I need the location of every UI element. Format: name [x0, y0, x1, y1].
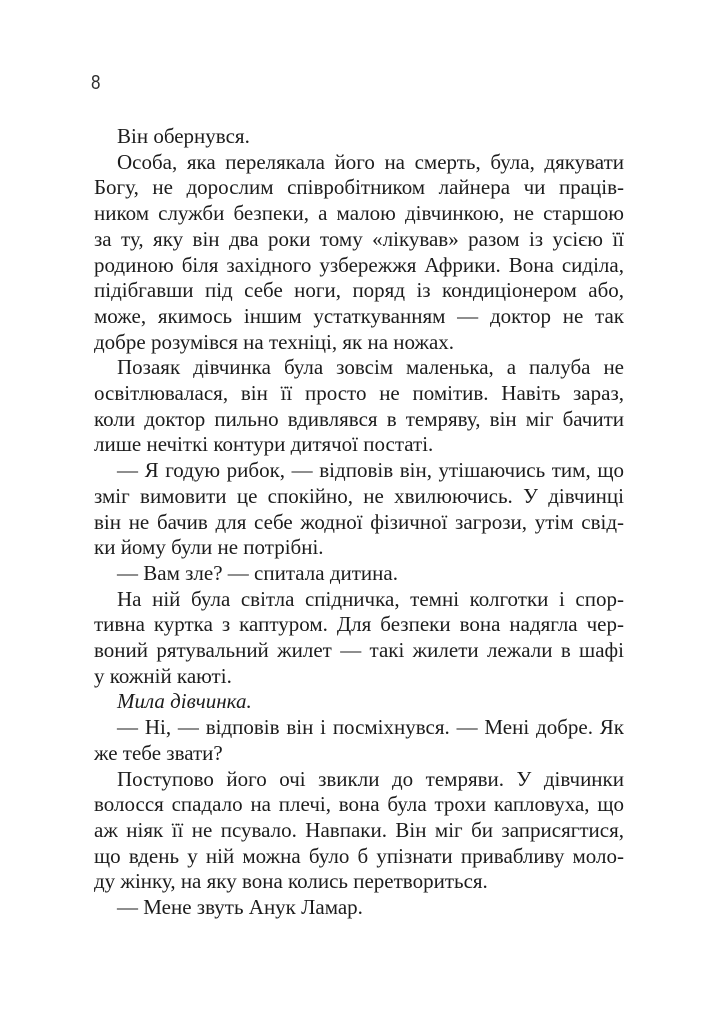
paragraph: [94, 150, 624, 356]
text-line: тивна куртка з каптуром. Для безпеки вона надягла чер-: [94, 612, 624, 637]
text-line: Мила дівчинка.: [117, 689, 252, 714]
page-number: 8: [91, 72, 101, 94]
paragraph: [94, 767, 624, 896]
text-line: освітлювалася, він її просто не помітив. Навіть зараз,: [94, 381, 624, 406]
text-line: ником служби безпеки, а малою дівчинкою, не старшою: [94, 201, 624, 226]
text-line: що вдень у ній можна було б упізнати привабливу моло-: [94, 843, 624, 868]
text-line: Позаяк дівчинка була зовсім маленька, а палуба не: [117, 355, 624, 380]
text-line: лише нечіткі контури дитячої постаті.: [94, 432, 434, 457]
text-line: за ту, яку він два роки тому «лікував» разом із усією її: [94, 226, 624, 251]
text-line: — Ні, — відповів він і посміхнувся. — Мені добре. Як: [117, 715, 624, 740]
text-line: ки йому були не потрібні.: [94, 535, 324, 560]
text-line: зміг вимовити це спокійно, не хвилюючись. У дівчинці: [94, 483, 624, 508]
text-line: Богу, не дорослим співробітником лайнера чи праців-: [94, 175, 624, 200]
text-line: він не бачив для себе жодної фізичної загрози, утім свід-: [94, 509, 624, 534]
text-line: може, якимось іншим устаткуванням — доктор не так: [94, 303, 624, 328]
text-line: воний рятувальний жилет — такі жилети лежали в шафі: [94, 638, 624, 663]
text-line: добре розумівся на техніці, як на ножах.: [94, 329, 455, 354]
text-line: — Мене звуть Анук Ламар.: [117, 895, 363, 920]
text-line: — Вам зле? — спитала дитина.: [117, 560, 398, 585]
paragraph: [94, 458, 624, 561]
text-line: ду жінку, на яку вона колись перетвориться.: [94, 869, 488, 894]
text-line: На ній була світла спідничка, темні колготки і спор-: [117, 586, 624, 611]
paragraph: [94, 895, 624, 921]
page-text-block: [94, 124, 624, 921]
text-line: Поступово його очі звикли до темряви. У дівчинки: [117, 766, 624, 791]
text-line: Він обернувся.: [117, 124, 250, 148]
paragraph: [94, 561, 624, 587]
text-line: родиною біля західного узбережжя Африки. Вона сиділа,: [94, 252, 624, 277]
paragraph: [94, 715, 624, 766]
text-line: волосся спадало на плечі, вона була трохи капловуха, що: [94, 792, 624, 817]
text-line: підібгавши під себе ноги, поряд із кондиціонером або,: [94, 278, 624, 303]
paragraph: [94, 124, 624, 150]
text-line: коли доктор пильно вдивлявся в темряву, він міг бачити: [94, 406, 624, 431]
text-line: аж ніяк її не псувало. Навпаки. Він міг би заприсягтися,: [94, 817, 624, 842]
text-line: — Я годую рибок, — відповів він, утішаючись тим, що: [117, 458, 624, 483]
paragraph: [94, 355, 624, 458]
text-line: же тебе звати?: [94, 740, 223, 765]
text-line: у кожній каюті.: [94, 663, 232, 688]
paragraph: [94, 689, 624, 715]
paragraph: [94, 587, 624, 690]
text-line: Особа, яка перелякала його на смерть, була, дякувати: [117, 149, 624, 174]
